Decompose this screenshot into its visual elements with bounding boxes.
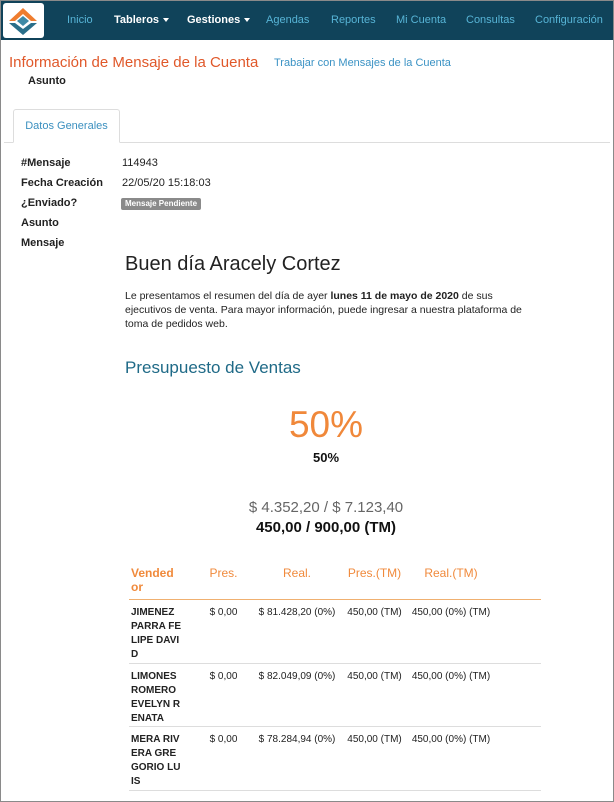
budget-tm-amounts: 450,00 / 900,00 (TM) bbox=[255, 519, 397, 536]
real-tm-cell: 450,00 (0%) (TM) bbox=[411, 726, 491, 790]
budget-amounts: $ 4.352,20 / $ 7.123,40 bbox=[248, 499, 404, 516]
real-tm-cell: 450,00 (0%) (TM) bbox=[411, 663, 491, 726]
message-id-label: #Mensaje bbox=[21, 157, 71, 169]
nav-tableros[interactable] bbox=[114, 14, 169, 26]
seller-name-text: JIMENEZ PARRA FELIPE DAVID bbox=[131, 606, 181, 660]
nav-mi-cuenta[interactable]: Mi Cuenta bbox=[396, 14, 447, 26]
seller-name bbox=[129, 663, 191, 726]
status-badge: Mensaje Pendiente bbox=[121, 198, 201, 210]
real-cell: $ 78.284,94 (0%) bbox=[256, 726, 338, 790]
created-date-value: 22/05/20 15:18:03 bbox=[122, 177, 211, 189]
sent-label: ¿Enviado? bbox=[21, 197, 78, 209]
budget-cell: $ 0,00 bbox=[191, 726, 256, 790]
budget-percentage-large: 50% bbox=[288, 404, 364, 445]
column-header-real-tm: Real.(TM) bbox=[411, 563, 491, 599]
seller-name-text: LIMONES ROMERO EVELYN RENATA bbox=[131, 670, 181, 724]
nav-gestiones-label: Gestiones bbox=[187, 14, 241, 26]
real-cell: $ 82.049,09 (0%) bbox=[256, 663, 338, 726]
nav-agendas[interactable]: Agendas bbox=[266, 14, 310, 26]
tab-datos-generales[interactable]: Datos Generales bbox=[13, 109, 120, 143]
message-label: Mensaje bbox=[21, 237, 65, 249]
budget-cell: $ 0,00 bbox=[191, 599, 256, 663]
spacer-cell bbox=[491, 599, 541, 663]
column-header-seller-label: Vendedor bbox=[131, 566, 174, 594]
nav-configuracion[interactable]: Configuración bbox=[535, 14, 603, 26]
nav-tableros-label: Tableros bbox=[114, 14, 160, 26]
seller-name bbox=[129, 599, 191, 663]
created-date-label: Fecha Creación bbox=[21, 177, 103, 189]
message-intro bbox=[125, 289, 530, 331]
nav-inicio[interactable]: Inicio bbox=[67, 14, 93, 26]
top-navbar bbox=[1, 1, 613, 40]
chevron-down-icon bbox=[244, 18, 250, 22]
budget-tm-cell: 450,00 (TM) bbox=[338, 599, 411, 663]
budget-tm-cell: 450,00 (TM) bbox=[338, 726, 411, 790]
real-cell: $ 81.428,20 (0%) bbox=[256, 599, 338, 663]
seller-name-text: MERA RIVERA GREGORIO LUIS bbox=[131, 733, 181, 787]
column-header-real: Real. bbox=[256, 563, 338, 599]
nav-reportes[interactable]: Reportes bbox=[331, 14, 376, 26]
sales-table bbox=[129, 563, 541, 791]
intro-text-start: Le presentamos el resumen del día de ayer bbox=[125, 290, 331, 302]
real-tm-cell: 450,00 (0%) (TM) bbox=[411, 599, 491, 663]
messages-list-link[interactable]: Trabajar con Mensajes de la Cuenta bbox=[274, 57, 451, 69]
table-row bbox=[129, 599, 541, 663]
budget-cell: $ 0,00 bbox=[191, 663, 256, 726]
column-header-spacer bbox=[491, 563, 541, 599]
page-title: Información de Mensaje de la Cuenta bbox=[9, 54, 259, 71]
intro-date: lunes 11 de mayo de 2020 bbox=[330, 290, 459, 302]
message-greeting: Buen día Aracely Cortez bbox=[125, 253, 341, 275]
table-row bbox=[129, 726, 541, 790]
sales-budget-title: Presupuesto de Ventas bbox=[125, 358, 301, 377]
budget-tm-cell: 450,00 (TM) bbox=[338, 663, 411, 726]
subject-label: Asunto bbox=[21, 217, 59, 229]
chevron-down-icon bbox=[163, 18, 169, 22]
nav-gestiones[interactable] bbox=[187, 14, 250, 26]
message-id-value: 114943 bbox=[122, 157, 158, 169]
table-header-row bbox=[129, 563, 541, 599]
column-header-budget: Pres. bbox=[191, 563, 256, 599]
budget-percentage-small: 50% bbox=[312, 450, 340, 465]
column-header-budget-tm: Pres.(TM) bbox=[338, 563, 411, 599]
spacer-cell bbox=[491, 726, 541, 790]
intro-text-end: de sus ejecutivos de venta. Para mayor información, puede ingresar a nuestra plataforma de toma de pedidos web. bbox=[125, 290, 522, 330]
column-header-seller bbox=[129, 563, 191, 599]
table-row bbox=[129, 663, 541, 726]
nav-consultas[interactable]: Consultas bbox=[466, 14, 515, 26]
app-logo-icon[interactable] bbox=[3, 3, 44, 38]
page-subtitle: Asunto bbox=[28, 75, 66, 87]
seller-name bbox=[129, 726, 191, 790]
spacer-cell bbox=[491, 663, 541, 726]
